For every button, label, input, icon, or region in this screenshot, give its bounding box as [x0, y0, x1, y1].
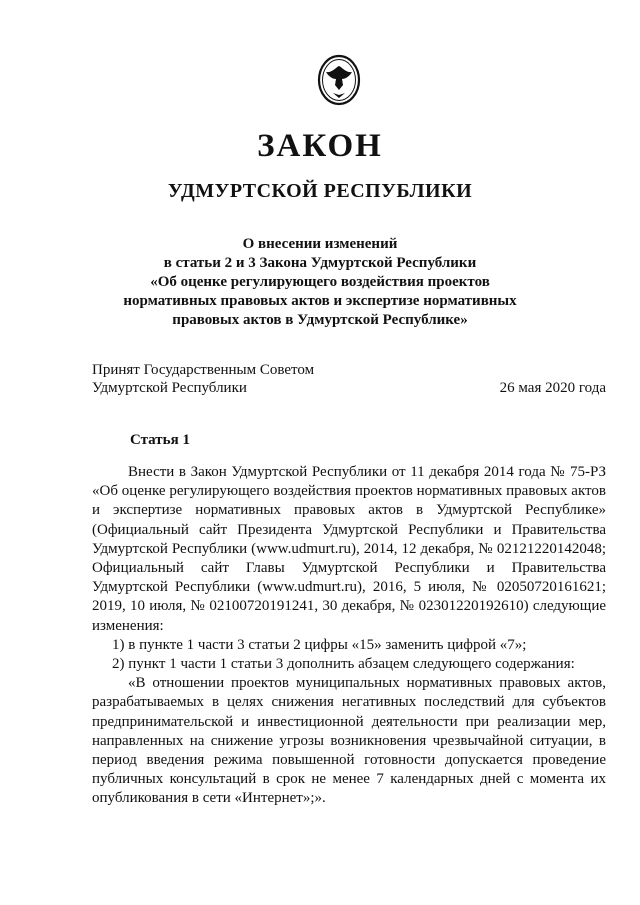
document-subtitle: УДМУРТСКОЙ РЕСПУБЛИКИ: [167, 180, 473, 202]
subject-line: «Об оценке регулирующего воздействия проектов: [150, 274, 490, 290]
subject-line: в статьи 2 и 3 Закона Удмуртской Республики: [163, 255, 477, 271]
subject-line: правовых актов в Удмуртской Республике»: [172, 312, 468, 328]
amendment-item-1: 1) в пункте 1 части 3 статьи 2 цифры «15» заменить цифрой «7»;: [112, 636, 527, 653]
subject-line: нормативных правовых актов и экспертизе нормативных: [123, 293, 517, 309]
adoption-date: 26 мая 2020 года: [499, 380, 606, 396]
document-title: ЗАКОН: [257, 128, 383, 164]
adoption-line: Принят Государственным Советом: [92, 362, 315, 378]
article-intro-paragraph: Внести в Закон Удмуртской Республики от 11 декабря 2014 года № 75-РЗ «Об оценке регулирующего воздействия проектов нормативных правовых актов и экспертизе нормативных правовых актов в Удмуртской Республике» (Официальный сайт Президента Удмуртской Республики и Правительства Удмуртской Республики (www.udmurt.ru), 2014, 12 декабря, № 02121220142048; Официальный сайт Главы Удмуртской Республики и Правительства Удмуртской Республики (www.udmurt.ru), 2016, 5 июля, № 02050720161621; 2019, 10 июля, № 02100720191241, 30 декабря, № 02301220192610) следующие изменения:: [92, 464, 606, 634]
article-heading: Статья 1: [130, 432, 190, 448]
adoption-statement: [92, 361, 314, 397]
amendment-quote: «В отношении проектов муниципальных нормативных правовых актов, разрабатываемых в целях снижения негативных последствий для субъектов предпринимательской и инвестиционной деятельности при реализации мер, направленных на снижение угрозы возникновения чрезвычайной ситуации, в период введения режима повышенной готовности допускается проведение публичных консультаций в срок не менее 7 календарных дней с момента их опубликования в сети «Интернет»;».: [92, 675, 606, 807]
amendment-item-2: 2) пункт 1 части 1 статьи 3 дополнить абзацем следующего содержания:: [112, 656, 575, 673]
law-subject: [60, 235, 580, 330]
adoption-line: Удмуртской Республики: [92, 380, 247, 396]
subject-line: О внесении изменений: [242, 236, 398, 252]
article-body: [92, 463, 606, 809]
udmurt-emblem-icon: [316, 52, 362, 106]
